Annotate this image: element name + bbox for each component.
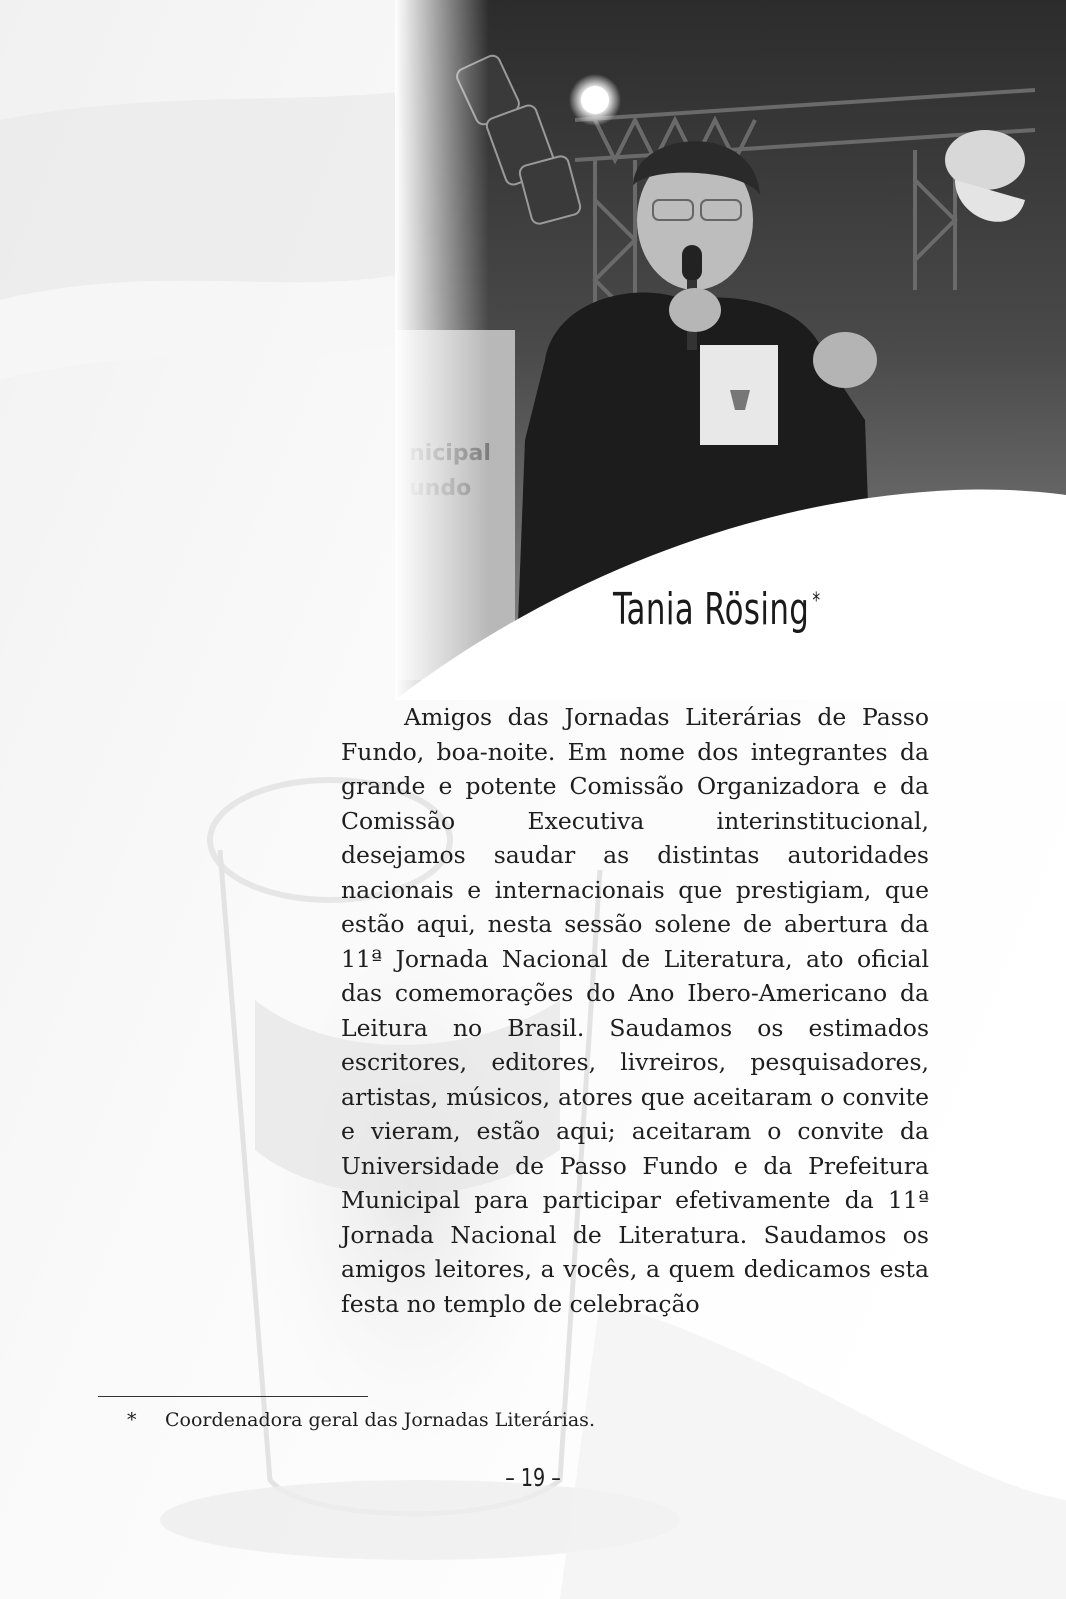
footnote-text: Coordenadora geral das Jornadas Literárias. — [165, 1409, 595, 1431]
page-number: – 19 – — [505, 1463, 561, 1492]
body-paragraph-text: Amigos das Jornadas Literárias de Passo Fundo, boa-noite. Em nome dos integrantes da grande e potente Comissão Organizadora e da Comissão Executiva interinstitucional, desejamos saudar as distintas autoridades nacionais e internacionais que prestigiam, que estão aqui, nesta sessão solene de abertura da 11ª Jornada Nacional de Literatura, ato oficial das comemorações do Ano Ibero-Americano da Leitura no Brasil. Saudamos os estimados escritores, editores, livreiros, pesquisadores, artistas, músicos, atores que aceitaram o convite e vieram, estão aqui; aceitaram o convite da Universidade de Passo Fundo e da Prefeitura Municipal para participar efetivamente da 11ª Jornada Nacional de Literatura. Saudamos os amigos leitores, a vocês, a quem dedicamos esta festa no templo de celebração — [341, 703, 929, 1318]
footnote-divider — [98, 1396, 368, 1397]
footnote-mark: * — [127, 1409, 137, 1431]
body-paragraph — [341, 700, 929, 1321]
page-title — [613, 584, 821, 635]
title-footnote-mark: * — [812, 589, 821, 615]
footnote — [127, 1408, 595, 1432]
author-name: Tania Rösing — [613, 584, 810, 635]
